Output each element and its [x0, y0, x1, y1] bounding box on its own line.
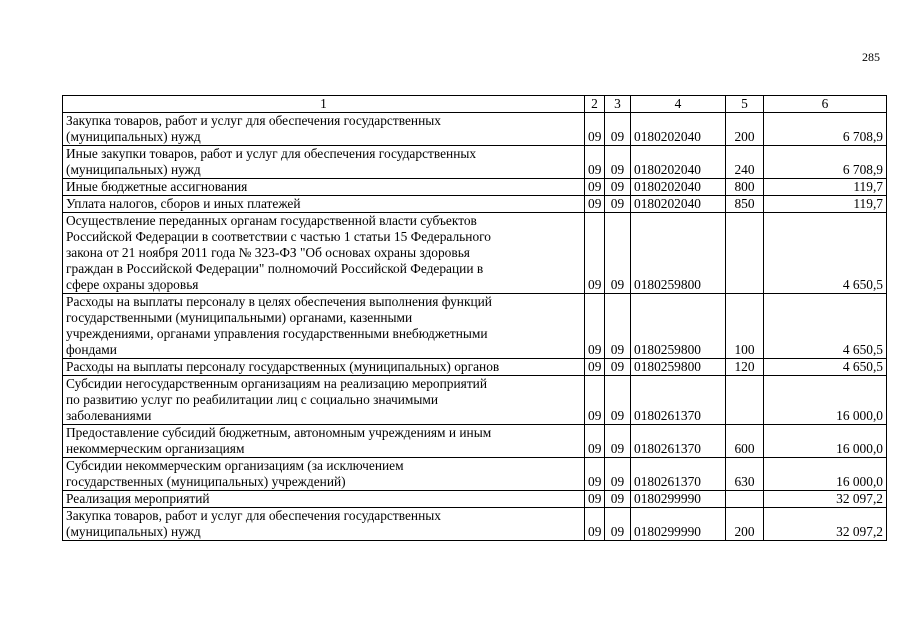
expense-type-cell — [726, 376, 764, 425]
item-name-line: (муниципальных) нужд — [66, 162, 201, 177]
item-name-line: Иные бюджетные ассигнования — [66, 179, 248, 194]
item-name-line: Осуществление переданных органам государственной власти субъектов — [66, 213, 477, 228]
section-cell: 09 — [585, 508, 605, 541]
header-row — [63, 96, 887, 113]
table-row — [63, 491, 887, 508]
amount-cell: 119,7 — [764, 196, 887, 213]
header-cell-name: 1 — [63, 96, 585, 113]
expense-type-cell: 120 — [726, 359, 764, 376]
amount-cell: 16 000,0 — [764, 376, 887, 425]
table-row — [63, 213, 887, 294]
item-name-line: Субсидии негосударственным организациям на реализацию мероприятий — [66, 376, 487, 391]
table-row — [63, 196, 887, 213]
item-name-line: Расходы на выплаты персоналу в целях обеспечения выполнения функций — [66, 294, 492, 309]
expense-type-cell — [726, 491, 764, 508]
section-cell: 09 — [585, 196, 605, 213]
subsection-cell: 09 — [605, 359, 631, 376]
table-body — [63, 113, 887, 541]
subsection-cell: 09 — [605, 508, 631, 541]
expense-type-cell: 600 — [726, 425, 764, 458]
budget-table — [62, 95, 887, 541]
target-article-cell: 0180202040 — [631, 146, 726, 179]
item-name-line: Субсидии некоммерческим организациям (за исключением — [66, 458, 404, 473]
table-row — [63, 458, 887, 491]
expense-type-cell — [726, 213, 764, 294]
expense-type-cell: 630 — [726, 458, 764, 491]
item-name-cell — [63, 113, 585, 146]
section-cell: 09 — [585, 213, 605, 294]
table-row — [63, 294, 887, 359]
subsection-cell: 09 — [605, 146, 631, 179]
item-name-line: государственных (муниципальных) учреждений) — [66, 474, 346, 489]
item-name-line: заболеваниями — [66, 408, 152, 423]
expense-type-cell: 800 — [726, 179, 764, 196]
item-name-line: по развитию услуг по реабилитации лиц с социально значимыми — [66, 392, 438, 407]
subsection-cell: 09 — [605, 458, 631, 491]
section-cell: 09 — [585, 294, 605, 359]
header-cell-amount: 6 — [764, 96, 887, 113]
expense-type-cell: 200 — [726, 113, 764, 146]
header-cell-section: 2 — [585, 96, 605, 113]
item-name-line: Российской Федерации в соответствии с частью 1 статьи 15 Федерального — [66, 229, 492, 244]
header-cell-target-article: 4 — [631, 96, 726, 113]
section-cell: 09 — [585, 146, 605, 179]
item-name-line: учреждениями, органами управления государственными внебюджетными — [66, 326, 488, 341]
amount-cell: 119,7 — [764, 179, 887, 196]
expense-type-cell: 100 — [726, 294, 764, 359]
amount-cell: 4 650,5 — [764, 359, 887, 376]
item-name-line: Реализация мероприятий — [66, 491, 210, 506]
section-cell: 09 — [585, 179, 605, 196]
amount-cell: 16 000,0 — [764, 458, 887, 491]
target-article-cell: 0180202040 — [631, 113, 726, 146]
subsection-cell: 09 — [605, 294, 631, 359]
section-cell: 09 — [585, 491, 605, 508]
item-name-cell — [63, 146, 585, 179]
item-name-cell — [63, 376, 585, 425]
table-row — [63, 359, 887, 376]
subsection-cell: 09 — [605, 179, 631, 196]
target-article-cell: 0180259800 — [631, 359, 726, 376]
expense-type-cell: 200 — [726, 508, 764, 541]
table-row — [63, 508, 887, 541]
amount-cell: 4 650,5 — [764, 213, 887, 294]
subsection-cell: 09 — [605, 376, 631, 425]
item-name-line: граждан в Российской Федерации" полномочий Российской Федерации в — [66, 261, 484, 276]
item-name-cell — [63, 359, 585, 376]
item-name-line: Уплата налогов, сборов и иных платежей — [66, 196, 301, 211]
item-name-cell — [63, 196, 585, 213]
table-row — [63, 376, 887, 425]
section-cell: 09 — [585, 458, 605, 491]
item-name-cell — [63, 294, 585, 359]
item-name-line: (муниципальных) нужд — [66, 524, 201, 539]
target-article-cell: 0180261370 — [631, 458, 726, 491]
item-name-cell — [63, 179, 585, 196]
section-cell: 09 — [585, 376, 605, 425]
subsection-cell: 09 — [605, 213, 631, 294]
table-row — [63, 146, 887, 179]
section-cell: 09 — [585, 113, 605, 146]
amount-cell: 32 097,2 — [764, 508, 887, 541]
subsection-cell: 09 — [605, 491, 631, 508]
target-article-cell: 0180259800 — [631, 294, 726, 359]
table-row — [63, 179, 887, 196]
item-name-cell — [63, 508, 585, 541]
item-name-line: Иные закупки товаров, работ и услуг для обеспечения государственных — [66, 146, 477, 161]
item-name-line: (муниципальных) нужд — [66, 129, 201, 144]
page-number: 285 — [862, 50, 880, 64]
item-name-line: некоммерческим организациям — [66, 441, 245, 456]
amount-cell: 32 097,2 — [764, 491, 887, 508]
amount-cell: 6 708,9 — [764, 146, 887, 179]
expense-type-cell: 240 — [726, 146, 764, 179]
table-row — [63, 113, 887, 146]
section-cell: 09 — [585, 425, 605, 458]
item-name-line: Расходы на выплаты персоналу государственных (муниципальных) органов — [66, 359, 500, 374]
target-article-cell: 0180299990 — [631, 508, 726, 541]
item-name-line: государственными (муниципальными) органами, казенными — [66, 310, 413, 325]
target-article-cell: 0180299990 — [631, 491, 726, 508]
item-name-line: Предоставление субсидий бюджетным, автономным учреждениям и иным — [66, 425, 492, 440]
expense-type-cell: 850 — [726, 196, 764, 213]
header-cell-subsection: 3 — [605, 96, 631, 113]
amount-cell: 6 708,9 — [764, 113, 887, 146]
target-article-cell: 0180202040 — [631, 179, 726, 196]
target-article-cell: 0180261370 — [631, 376, 726, 425]
subsection-cell: 09 — [605, 113, 631, 146]
item-name-line: закона от 21 ноября 2011 года № 323-ФЗ "Об основах охраны здоровья — [66, 245, 470, 260]
table-row — [63, 425, 887, 458]
item-name-line: фондами — [66, 342, 117, 357]
item-name-line: Закупка товаров, работ и услуг для обеспечения государственных — [66, 113, 441, 128]
header-cell-expense-type: 5 — [726, 96, 764, 113]
target-article-cell: 0180202040 — [631, 196, 726, 213]
subsection-cell: 09 — [605, 196, 631, 213]
item-name-line: сфере охраны здоровья — [66, 277, 199, 292]
target-article-cell: 0180259800 — [631, 213, 726, 294]
item-name-line: Закупка товаров, работ и услуг для обеспечения государственных — [66, 508, 441, 523]
section-cell: 09 — [585, 359, 605, 376]
item-name-cell — [63, 458, 585, 491]
item-name-cell — [63, 425, 585, 458]
item-name-cell — [63, 213, 585, 294]
subsection-cell: 09 — [605, 425, 631, 458]
amount-cell: 4 650,5 — [764, 294, 887, 359]
amount-cell: 16 000,0 — [764, 425, 887, 458]
target-article-cell: 0180261370 — [631, 425, 726, 458]
item-name-cell — [63, 491, 585, 508]
